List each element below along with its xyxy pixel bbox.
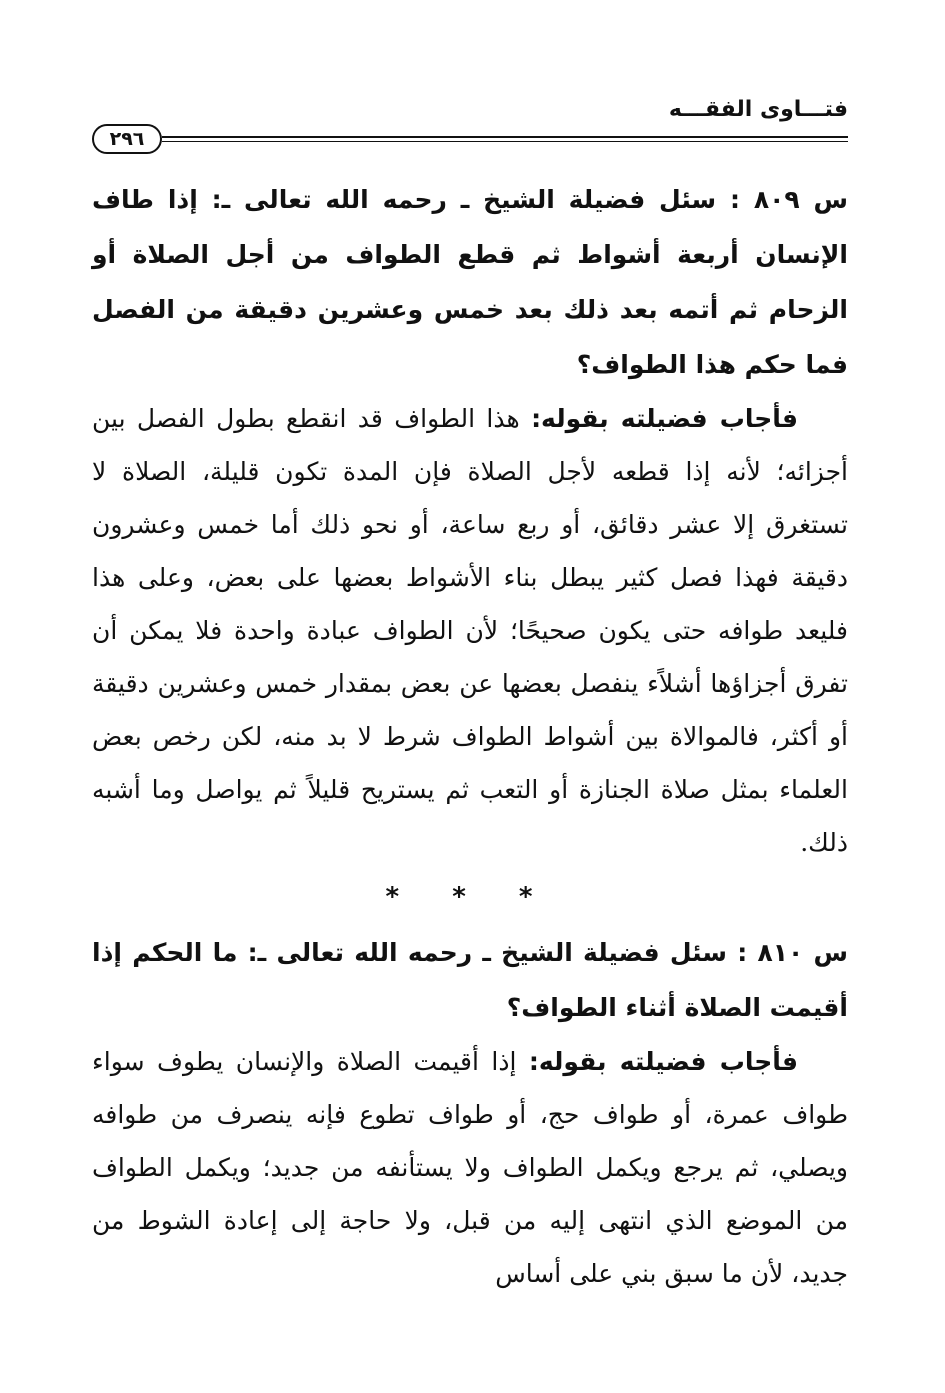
answer-810: [92, 1035, 848, 1300]
question-marker: س: [813, 185, 848, 214]
answer-809: [92, 392, 848, 869]
answer-text: هذا الطواف قد انقطع بطول الفصل بين أجزائه؛ لأنه إذا قطعه لأجل الصلاة فإن المدة تكون قليلة، الصلاة لا تستغرق إلا عشر دقائق، أو ربع ساعة، أو نحو ذلك أما خمس وعشرون دقيقة فهذا فصل كثير يبطل بناء الأشواط بعضها على بعض، وعلى هذا فليعد طوافه حتى يكون صحيحًا؛ لأن الطواف عبادة واحدة فلا يمكن أن تفرق أجزاؤها أشلاًء ينفصل بعضها عن بعض بمقدار خمس وعشرين دقيقة أو أكثر، فالموالاة بين أشواط الطواف شرط لا بد منه، لكن رخص بعض العلماء بمثل صلاة الجنازة أو التعب ثم يستريح قليلاً ثم يواصل وما أشبه ذلك.: [92, 404, 848, 857]
page-number: ٢٩٦: [92, 124, 162, 154]
question-marker: س: [813, 938, 848, 967]
question-number: ٨٠٩ :: [730, 185, 800, 214]
question-text: سئل فضيلة الشيخ ـ رحمه الله تعالى ـ: إذا طاف الإنسان أربعة أشواط ثم قطع الطواف من أجل الصلاة أو الزحام ثم أتمه بعد ذلك بعد خمس وعشرين دقيقة من الفصل فما حكم هذا الطواف؟: [92, 185, 848, 379]
question-810: [92, 925, 848, 1035]
answer-lead: فأجاب فضيلته بقوله:: [531, 404, 798, 433]
header-rule-thin: [162, 141, 848, 142]
question-number: ٨١٠ :: [737, 938, 804, 967]
answer-text: إذا أقيمت الصلاة والإنسان يطوف سواء طواف عمرة، أو طواف حج، أو طواف تطوع فإنه ينصرف من طوافه ويصلي، ثم يرجع ويكمل الطواف ولا يستأنفه من جديد؛ ويكمل الطواف من الموضع الذي انتهى إليه من قبل، ولا حاجة إلى إعادة الشوط من جديد، لأن ما سبق بني على أساس: [92, 1047, 848, 1288]
running-title: فتـــاوى الفقـــه: [668, 97, 848, 122]
page-body: [92, 172, 848, 1300]
header-rule: [162, 136, 848, 138]
page-header: [92, 92, 848, 164]
question-text: سئل فضيلة الشيخ ـ رحمه الله تعالى ـ: ما الحكم إذا أقيمت الصلاة أثناء الطواف؟: [92, 938, 848, 1022]
book-page: [92, 92, 848, 1372]
section-separator: * * *: [385, 882, 555, 912]
question-809: [92, 172, 848, 392]
answer-lead: فأجاب فضيلته بقوله:: [528, 1047, 798, 1076]
